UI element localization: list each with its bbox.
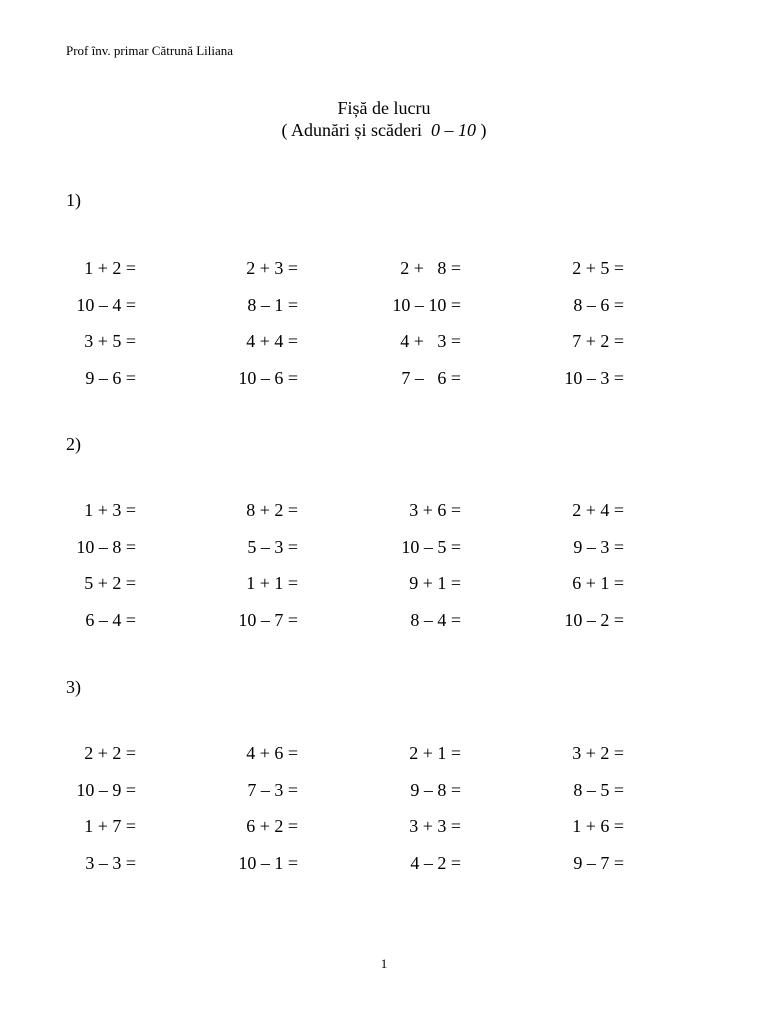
exercise-item: 4 + 6 = [246, 743, 298, 763]
exercise-item: 6 + 1 = [572, 573, 624, 593]
exercise-item: 2 + 8 = [400, 258, 461, 278]
exercise-item: 3 – 3 = [85, 852, 136, 873]
exercise-item: 8 – 5 = [573, 779, 624, 800]
exercise-item: 3 + 3 = [409, 816, 461, 836]
author-header: Prof înv. primar Cătrună Liliana [66, 43, 234, 58]
exercise-item: 3 + 2 = [572, 743, 624, 763]
exercise-item: 10 – 4 = [76, 294, 136, 315]
exercise-item: 6 + 2 = [246, 816, 298, 836]
exercise-item: 2 + 5 = [572, 258, 624, 278]
exercise-item: 10 – 5 = [401, 536, 461, 557]
section-label: 2) [66, 434, 81, 454]
title-main: Fișă de lucru [337, 98, 431, 118]
exercise-item: 9 – 7 = [573, 852, 624, 873]
exercise-item: 1 + 6 = [572, 816, 624, 836]
exercise-item: 9 – 6 = [85, 367, 136, 388]
exercise-item: 10 – 10 = [392, 294, 461, 315]
exercise-item: 2 + 1 = [409, 743, 461, 763]
title-subtitle [0, 119, 768, 141]
exercise-item: 9 + 1 = [409, 573, 461, 593]
subtitle-range: 0 – 10 [430, 120, 476, 140]
section-label: 1) [66, 190, 81, 210]
exercise-item: 7 + 2 = [572, 331, 624, 351]
exercise-item: 8 – 1 = [247, 294, 298, 315]
exercise-item: 10 – 7 = [238, 609, 298, 630]
exercise-item: 10 – 2 = [564, 609, 624, 630]
exercise-item: 1 + 2 = [84, 258, 136, 278]
exercise-item: 4 – 2 = [410, 852, 461, 873]
section-label: 3) [66, 677, 81, 697]
exercise-item: 1 + 7 = [84, 816, 136, 836]
exercise-item: 10 – 1 = [238, 852, 298, 873]
exercise-item: 10 – 9 = [76, 779, 136, 800]
exercise-item: 6 – 4 = [85, 609, 136, 630]
subtitle-suffix: ) [475, 120, 487, 140]
exercise-item: 7 – 3 = [247, 779, 298, 800]
page-number: 1 [380, 956, 388, 971]
exercise-item: 3 + 5 = [84, 331, 136, 351]
exercise-item: 2 + 2 = [84, 743, 136, 763]
exercise-item: 10 – 6 = [238, 367, 298, 388]
exercise-item: 7 – 6 = [401, 367, 461, 388]
exercise-item: 1 + 1 = [246, 573, 298, 593]
exercise-item: 2 + 4 = [572, 500, 624, 520]
exercise-item: 9 – 3 = [573, 536, 624, 557]
exercise-item: 2 + 3 = [246, 258, 298, 278]
worksheet-title [0, 97, 768, 141]
exercise-item: 5 – 3 = [247, 536, 298, 557]
exercise-item: 1 + 3 = [84, 500, 136, 520]
exercise-item: 5 + 2 = [84, 573, 136, 593]
subtitle-prefix: ( Adunări și scăderi [281, 120, 431, 140]
exercise-item: 8 – 6 = [573, 294, 624, 315]
exercise-item: 9 – 8 = [410, 779, 461, 800]
exercise-item: 4 + 4 = [246, 331, 298, 351]
exercise-item: 3 + 6 = [409, 500, 461, 520]
exercise-item: 8 + 2 = [246, 500, 298, 520]
exercise-item: 10 – 3 = [564, 367, 624, 388]
exercise-item: 10 – 8 = [76, 536, 136, 557]
exercise-item: 8 – 4 = [410, 609, 461, 630]
exercise-item: 4 + 3 = [400, 331, 461, 351]
